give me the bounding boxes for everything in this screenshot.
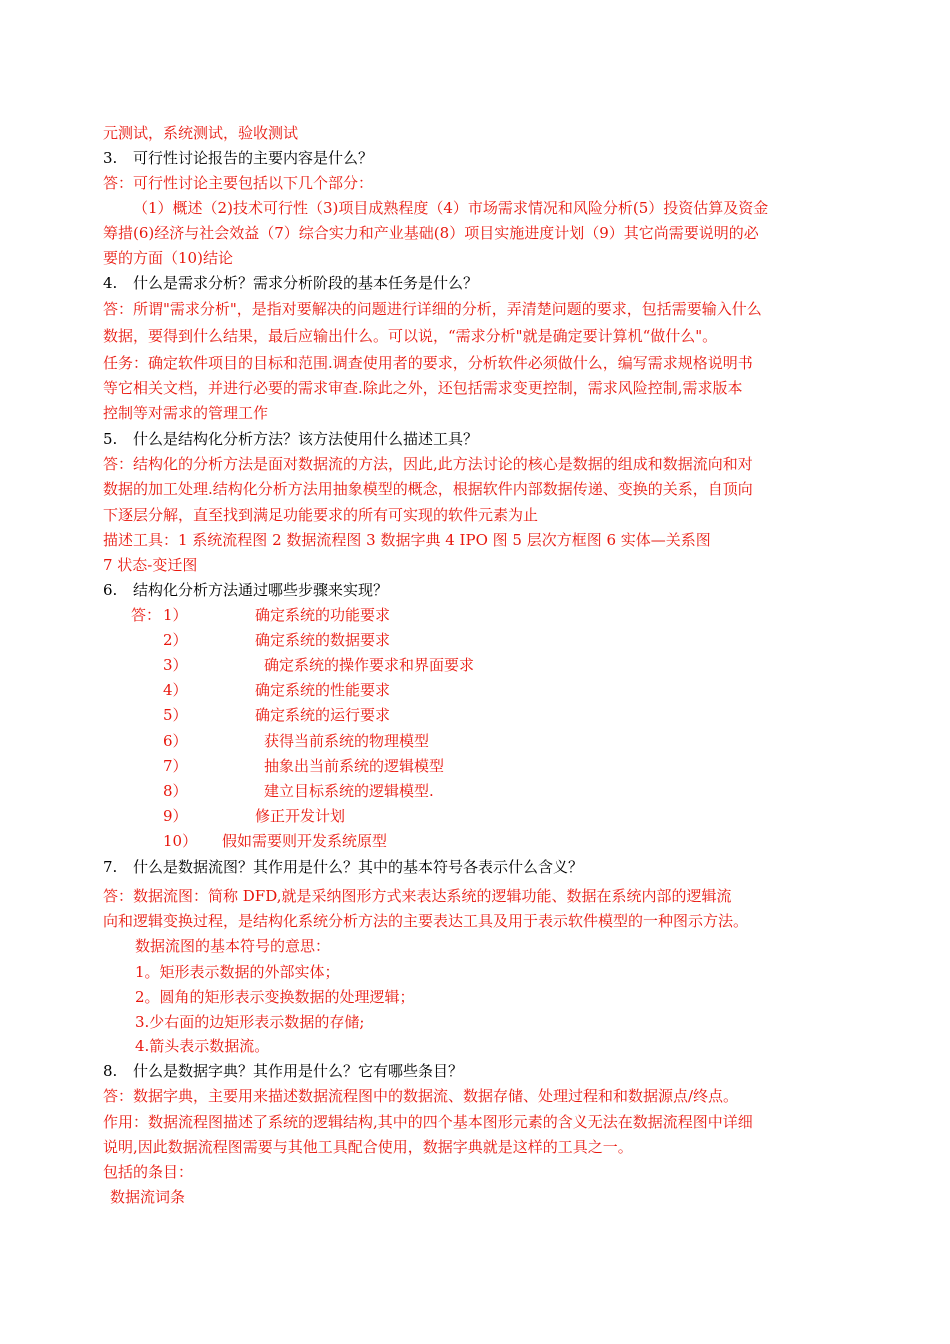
q7-symbol-item: 1。矩形表示数据的外部实体； (135, 963, 340, 981)
q3-question-text: 可行性讨论报告的主要内容是什么？ (133, 149, 374, 167)
q5-answer-line: 数据的加工处理.结构化分析方法用抽象模型的概念，根据软件内部数据传递、变换的关系，自顶向 (103, 480, 753, 498)
q4-task-line: 任务：确定软件项目的目标和范围.调查使用者的要求，分析软件必须做什么，编写需求规格说明书 (103, 354, 753, 372)
q6-answer-label: 答： (131, 606, 162, 624)
q5-question-text: 什么是结构化分析方法？该方法使用什么描述工具？ (133, 430, 479, 448)
q4-question (103, 271, 478, 296)
q6-step-text: 确定系统的功能要求 (255, 606, 391, 624)
q3-answer-line: 要的方面（10)结论 (103, 249, 233, 267)
q5-number: 5. (103, 430, 118, 448)
q7-symbol-item: 2。圆角的矩形表示变换数据的处理逻辑； (135, 988, 415, 1006)
q4-answer-line: 答：所谓"需求分析"，是指对要解决的问题进行详细的分析，弄清楚问题的要求，包括需要输入什么 (103, 300, 762, 318)
q7-question (103, 855, 583, 880)
q4-number: 4. (103, 274, 118, 292)
q6-step-number: 5） (163, 706, 188, 724)
q7-question-text: 什么是数据流图？其作用是什么？其中的基本符号各表示什么含义？ (133, 858, 584, 876)
q3-number: 3. (103, 149, 118, 167)
q5-tools-line: 描述工具：1 系统流程图 2 数据流程图 3 数据字典 4 IPO 图 5 层次方框图 6 实体—关系图 (103, 531, 711, 549)
q8-item: 数据流词条 (110, 1188, 186, 1206)
q6-step-number: 4） (163, 681, 188, 699)
q3-answer-line: 筹措(6)经济与社会效益（7）综合实力和产业基础(8）项目实施进度计划（9）其它尚需要说明的必 (103, 224, 759, 242)
q6-step-text: 建立目标系统的逻辑模型. (264, 782, 434, 800)
q6-step-number: 8） (163, 782, 188, 800)
q6-step-text: 确定系统的性能要求 (255, 681, 391, 699)
q2-answer-tail: 元测试，系统测试，验收测试 (103, 124, 299, 142)
q6-step-number: 3） (163, 656, 188, 674)
q6-step-number: 9） (163, 807, 188, 825)
q8-role-line: 说明,因此数据流程图需要与其他工具配合使用，数据字典就是这样的工具之一。 (103, 1138, 633, 1156)
q5-question (103, 427, 478, 452)
q6-question (103, 578, 388, 603)
q6-step-text: 假如需要则开发系统原型 (222, 832, 388, 850)
q5-answer-line: 答：结构化的分析方法是面对数据流的方法，因此,此方法讨论的核心是数据的组成和数据流向和对 (103, 455, 753, 473)
q4-task-line: 控制等对需求的管理工作 (103, 404, 269, 422)
q7-answer-line: 向和逻辑变换过程，是结构化系统分析方法的主要表达工具及用于表示软件模型的一种图示方法。 (103, 912, 749, 930)
q8-number: 8. (103, 1062, 118, 1080)
q7-symbols-intro: 数据流图的基本符号的意思： (135, 937, 331, 955)
q6-step-number: 10） (163, 832, 198, 850)
q8-question (103, 1059, 463, 1084)
q8-items-label: 包括的条目： (103, 1163, 194, 1181)
q8-question-text: 什么是数据字典？其作用是什么？它有哪些条目？ (133, 1062, 464, 1080)
q6-step-text: 获得当前系统的物理模型 (264, 732, 430, 750)
q6-step-text: 确定系统的数据要求 (255, 631, 391, 649)
q6-step-number: 1） (163, 606, 188, 624)
q5-answer-line: 下逐层分解，直至找到满足功能要求的所有可实现的软件元素为止 (103, 506, 539, 524)
q7-answer-line: 答：数据流图：简称 DFD,就是采纳图形方式来表达系统的逻辑功能、数据在系统内部的逻辑流 (103, 887, 732, 905)
q5-tools-line: 7 状态-变迁图 (103, 556, 198, 574)
q4-answer-line: 数据，要得到什么结果，最后应输出什么。可以说，“需求分析"就是确定要计算机“做什么"。 (103, 327, 718, 345)
q6-step-text: 确定系统的运行要求 (255, 706, 391, 724)
q6-step-text: 确定系统的操作要求和界面要求 (264, 656, 475, 674)
q8-role-line: 作用：数据流程图描述了系统的逻辑结构,其中的四个基本图形元素的含义无法在数据流程图中详细 (103, 1113, 753, 1131)
q7-symbol-item: 3.少右面的边矩形表示数据的存储; (135, 1013, 365, 1031)
q7-symbol-item: 4.箭头表示数据流。 (135, 1037, 270, 1055)
q3-answer-line: （1）概述（2)技术可行性（3)项目成熟程度（4）市场需求情况和风险分析(5）投资估算及资金 (133, 199, 769, 217)
q6-question-text: 结构化分析方法通过哪些步骤来实现？ (133, 581, 389, 599)
q6-number: 6. (103, 581, 118, 599)
q6-step-number: 7） (163, 757, 188, 775)
q6-step-number: 6） (163, 732, 188, 750)
q7-number: 7. (103, 858, 118, 876)
q3-question (103, 146, 373, 171)
q6-step-number: 2） (163, 631, 188, 649)
q4-question-text: 什么是需求分析？需求分析阶段的基本任务是什么？ (133, 274, 479, 292)
q8-answer: 答：数据字典，主要用来描述数据流程图中的数据流、数据存储、处理过程和和数据源点/终点。 (103, 1087, 739, 1105)
q6-step-text: 抽象出当前系统的逻辑模型 (264, 757, 445, 775)
q4-task-line: 等它相关文档，并进行必要的需求审查.除此之外，还包括需求变更控制，需求风险控制,需求版本 (103, 379, 743, 397)
q6-step-text: 修正开发计划 (255, 807, 346, 825)
q3-answer-intro: 答：可行性讨论主要包括以下几个部分： (103, 174, 374, 192)
